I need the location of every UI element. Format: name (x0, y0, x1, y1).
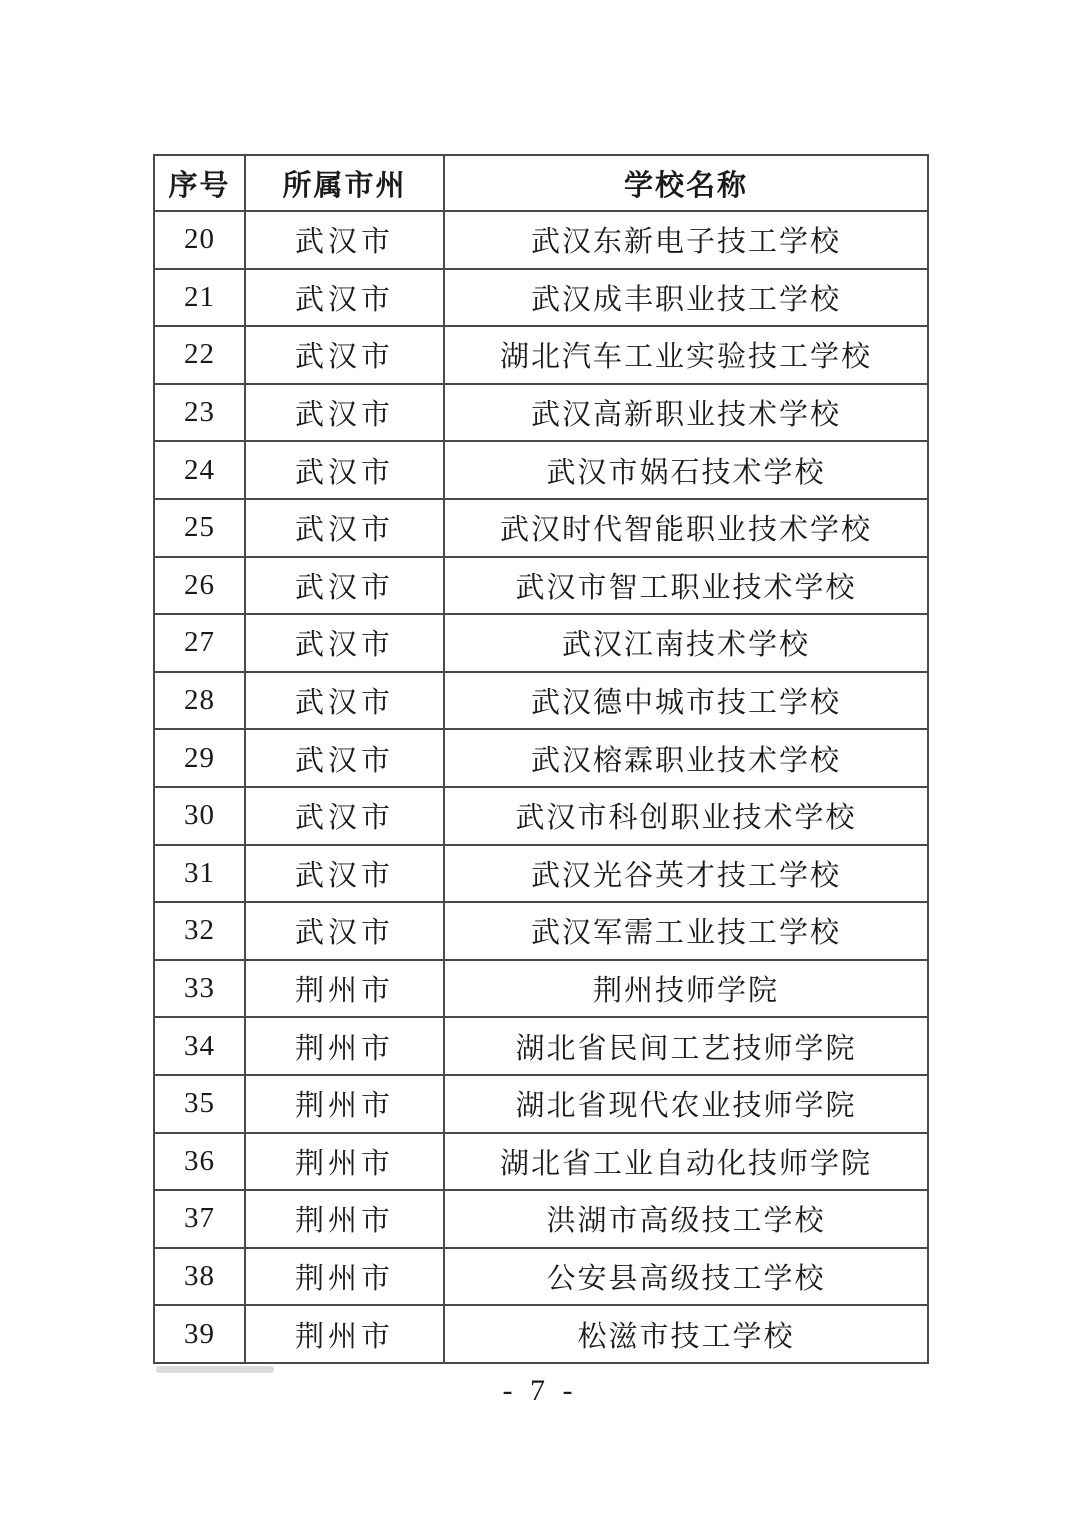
cell-city: 荆州市 (245, 1133, 444, 1191)
cell-city: 武汉市 (245, 787, 444, 845)
cell-city: 荆州市 (245, 960, 444, 1018)
table-row (154, 326, 928, 384)
cell-city: 武汉市 (245, 326, 444, 384)
cell-city: 武汉市 (245, 672, 444, 730)
table-row (154, 787, 928, 845)
table-row (154, 729, 928, 787)
table-row (154, 1075, 928, 1133)
cell-school: 武汉德中城市技工学校 (444, 672, 928, 730)
table-header-row (154, 155, 928, 211)
cell-school: 武汉东新电子技工学校 (444, 211, 928, 269)
table-row (154, 1133, 928, 1191)
table-row (154, 384, 928, 442)
page-number: - 7 - (502, 1374, 578, 1407)
cell-index: 36 (154, 1133, 245, 1191)
cell-index: 34 (154, 1017, 245, 1075)
cell-city: 武汉市 (245, 384, 444, 442)
cell-school: 武汉高新职业技术学校 (444, 384, 928, 442)
col-header-city: 所属市州 (245, 155, 444, 211)
cell-school: 洪湖市高级技工学校 (444, 1190, 928, 1248)
cell-school: 武汉榕霖职业技术学校 (444, 729, 928, 787)
cell-city: 荆州市 (245, 1075, 444, 1133)
cell-index: 28 (154, 672, 245, 730)
cell-index: 24 (154, 441, 245, 499)
cell-school: 荆州技师学院 (444, 960, 928, 1018)
scan-smudge-artifact (156, 1366, 274, 1373)
cell-school: 武汉市娲石技术学校 (444, 441, 928, 499)
cell-school: 公安县高级技工学校 (444, 1248, 928, 1306)
cell-school: 湖北省民间工艺技师学院 (444, 1017, 928, 1075)
cell-school: 湖北省工业自动化技师学院 (444, 1133, 928, 1191)
cell-city: 荆州市 (245, 1248, 444, 1306)
cell-city: 荆州市 (245, 1190, 444, 1248)
cell-school: 武汉成丰职业技工学校 (444, 269, 928, 327)
table-row (154, 614, 928, 672)
cell-index: 33 (154, 960, 245, 1018)
cell-index: 32 (154, 902, 245, 960)
cell-index: 25 (154, 499, 245, 557)
cell-index: 31 (154, 845, 245, 903)
cell-city: 荆州市 (245, 1017, 444, 1075)
table-row (154, 269, 928, 327)
table-row (154, 960, 928, 1018)
table-row (154, 499, 928, 557)
cell-city: 武汉市 (245, 441, 444, 499)
cell-index: 30 (154, 787, 245, 845)
cell-school: 武汉市智工职业技术学校 (444, 557, 928, 615)
cell-index: 21 (154, 269, 245, 327)
cell-school: 武汉市科创职业技术学校 (444, 787, 928, 845)
cell-city: 荆州市 (245, 1305, 444, 1363)
cell-school: 湖北汽车工业实验技工学校 (444, 326, 928, 384)
cell-index: 26 (154, 557, 245, 615)
cell-index: 27 (154, 614, 245, 672)
cell-city: 武汉市 (245, 729, 444, 787)
cell-school: 武汉时代智能职业技术学校 (444, 499, 928, 557)
cell-index: 22 (154, 326, 245, 384)
cell-city: 武汉市 (245, 902, 444, 960)
cell-school: 武汉江南技术学校 (444, 614, 928, 672)
cell-school: 湖北省现代农业技师学院 (444, 1075, 928, 1133)
cell-school: 武汉光谷英才技工学校 (444, 845, 928, 903)
table-row (154, 1305, 928, 1363)
table-row (154, 902, 928, 960)
cell-city: 武汉市 (245, 499, 444, 557)
table-row (154, 1190, 928, 1248)
cell-city: 武汉市 (245, 614, 444, 672)
cell-index: 37 (154, 1190, 245, 1248)
table-row (154, 557, 928, 615)
table-row (154, 1248, 928, 1306)
cell-city: 武汉市 (245, 557, 444, 615)
cell-school: 武汉军需工业技工学校 (444, 902, 928, 960)
cell-index: 38 (154, 1248, 245, 1306)
col-header-index: 序号 (154, 155, 245, 211)
cell-index: 39 (154, 1305, 245, 1363)
cell-index: 29 (154, 729, 245, 787)
cell-city: 武汉市 (245, 845, 444, 903)
table-row (154, 1017, 928, 1075)
cell-index: 23 (154, 384, 245, 442)
cell-index: 35 (154, 1075, 245, 1133)
table-row (154, 211, 928, 269)
cell-index: 20 (154, 211, 245, 269)
school-table (153, 154, 929, 1364)
cell-city: 武汉市 (245, 269, 444, 327)
cell-city: 武汉市 (245, 211, 444, 269)
table-row (154, 672, 928, 730)
table-row (154, 441, 928, 499)
col-header-school: 学校名称 (444, 155, 928, 211)
table-row (154, 845, 928, 903)
cell-school: 松滋市技工学校 (444, 1305, 928, 1363)
